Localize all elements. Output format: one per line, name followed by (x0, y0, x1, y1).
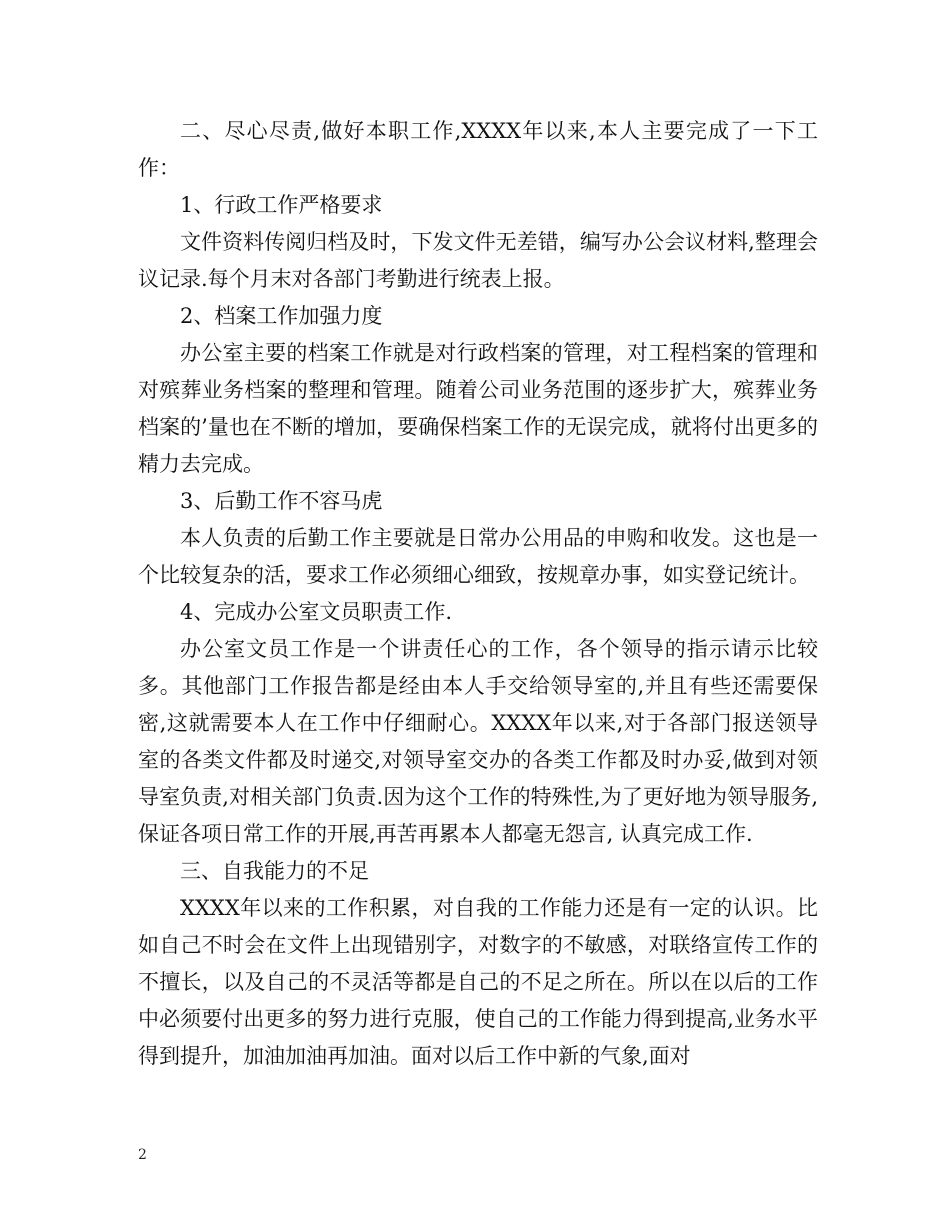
paragraph-item-3-heading: 3、后勤工作不容马虎 (180, 489, 383, 513)
paragraph-item-2-body: 办公室主要的档案工作就是对行政档案的管理，对工程档案的管理和对殡葬业务档案的整理和管理。随着公司业务范围的逐步扩大，殡葬业务档案的’量也在不断的增加，要确保档案工作的无误完成，就将付出更多的精力去完成。 (138, 341, 818, 476)
document-body (138, 113, 818, 1075)
paragraph-item-1-heading: 1、行政工作严格要求 (180, 193, 383, 217)
paragraph-item-1-body: 文件资料传阅归档及时，下发文件无差错，编写办公会议材料,整理会议记录.每个月末对各部门考勤进行统表上报。 (138, 230, 818, 291)
paragraph-item-4-body: 办公室文员工作是一个讲责任心的工作，各个领导的指示请示比较多。其他部门工作报告都是经由本人手交给领导室的,并且有些还需要保密,这就需要本人在工作中仔细耐心。XXXX年以来,对于各部门报送领导室的各类文件都及时递交,对领导室交办的各类工作都及时办妥,做到对领导室负责,对相关部门负责.因为这个工作的特殊性,为了更好地为领导服务,保证各项日常工作的开展,再苦再累本人都毫无怨言, 认真完成工作. (138, 637, 818, 846)
paragraph-item-4-heading: 4、完成办公室文员职责工作. (180, 600, 453, 624)
paragraph-section-three-body: XXXX年以来的工作积累，对自我的工作能力还是有一定的认识。比如自己不时会在文件上出现错别字，对数字的不敏感，对联络宣传工作的不擅长，以及自己的不灵活等都是自己的不足之所在。所以在以后的工作中必须要付出更多的努力进行克服，使自己的工作能力得到提高,业务水平得到提升，加油加油再加油。面对以后工作中新的气象,面对 (138, 896, 818, 1068)
paragraph-item-3-body: 本人负责的后勤工作主要就是日常办公用品的申购和收发。这也是一个比较复杂的活，要求工作必须细心细致，按规章办事，如实登记统计。 (138, 526, 818, 587)
page-number: 2 (138, 1147, 147, 1163)
paragraph-section-two-heading: 二、尽心尽责,做好本职工作,XXXX年以来,本人主要完成了一下工作： (138, 119, 818, 180)
paragraph-item-2-heading: 2、档案工作加强力度 (180, 304, 383, 328)
paragraph-section-three-heading: 三、自我能力的不足 (180, 859, 369, 883)
